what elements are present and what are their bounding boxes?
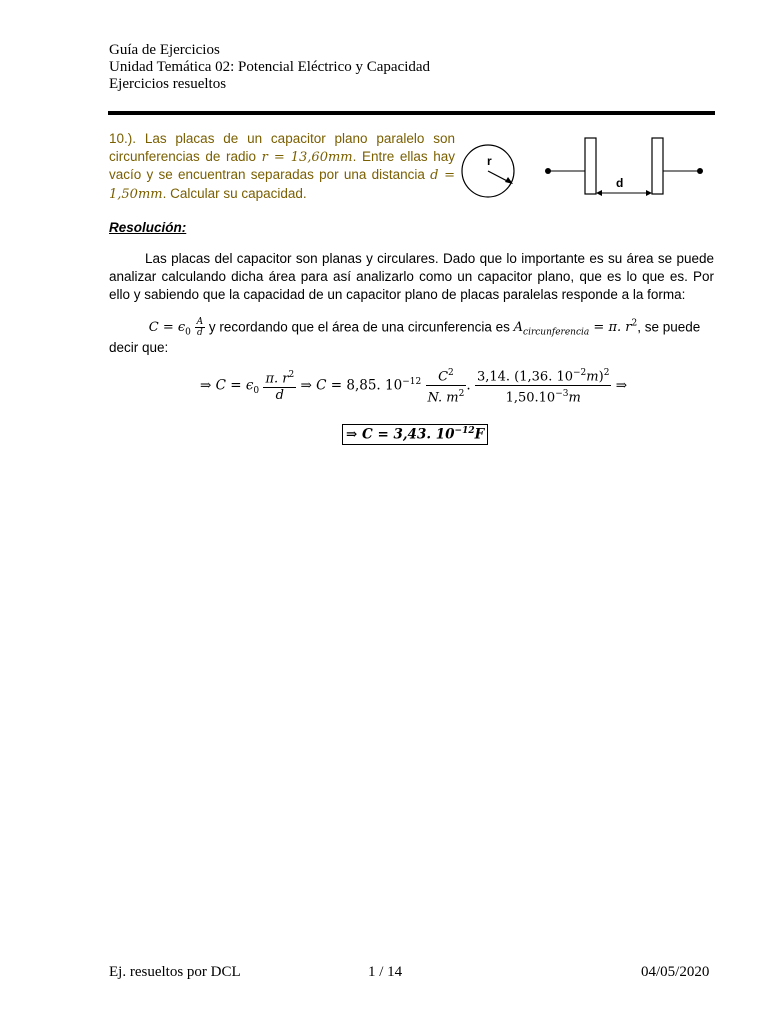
area-numerator: 3,14. (1,36. 10 [476,369,574,385]
result-exponent: −12 [454,426,475,436]
left-plate [585,138,596,194]
problem-statement [109,130,455,203]
result-box [342,424,488,445]
circle-area-formula: $A_{circunferencia} = \pi$. $r^2$ [513,319,638,338]
radius-value: r = 13,60mm [261,149,353,165]
footer-page-number: 1 / 14 [368,964,403,980]
resolution-heading: Resolución: [109,220,187,235]
footer-author: Ej. resueltos por DCL [109,964,241,980]
capacitance-formula: $C = \epsilon_0$ [148,320,191,338]
area-distance-fraction: $\frac{3,14. (1,36. 10^{-2}m)^2}{1,50.10^{-3}m}$ [476,368,610,406]
problem-text-2: . Entre ellas hay vacío y se encuentran separadas por una distancia [109,148,455,182]
footer-date: 04/05/2020 [641,964,710,980]
epsilon-exponent: −12 [402,376,422,387]
result-unit: F [474,426,485,443]
formula-line [109,314,714,343]
resolution-paragraph-text: Las placas del capacitor son planas y circulares. Dado que lo importante es su área se puede analizar calculando dicha área para así analizarlo como un capacitor plano, que es lo que es. Por ello y sabiendo que la capacidad de un capacitor plano de placas paralelas responde a la forma: [109,251,714,302]
page-header [109,42,430,93]
distance-value: d = 1,50mm [109,168,455,202]
formula-text-2: , se puede [637,319,701,335]
radius-label: r [487,154,492,168]
right-terminal [697,168,703,174]
distance-denominator: 1,50.10 [505,390,556,406]
problem-text-1: 10.). Las placas de un capacitor plano paralelo son circunferencias de radio [109,131,455,164]
right-plate [652,138,663,194]
distance-arrow-left [596,190,602,196]
problem-text-3: . Calcular su capacidad. [162,185,307,201]
main-equation: ⇒ $C = \epsilon_0$ $\frac{\pi. r^2}{d}$ ⇒ C = 8,85. $10^{-12}$ $\frac{C^2}{N. m^2}$ . $\frac{3,14. (1,36. 10^{-2}m)^2}{1,50.10^{-3}m}$ ⇒ [200,365,627,407]
result-value: ⇒ C = 3,43. 10 [346,426,455,443]
epsilon-units: $\frac{C^2}{N. m^2}$ [427,368,465,406]
area-numerator-exp: −2 [573,368,587,378]
epsilon-value: 8,85. 10 [346,377,403,394]
header-divider [108,111,715,115]
distance-label: d [616,176,624,190]
resolution-paragraph [109,250,714,304]
formula-text-3: decir que: [109,340,169,355]
pi-r2-over-d: $\frac{\pi. r^2}{d}$ [265,370,295,404]
distance-arrow-right [646,190,652,196]
header-guide-title: Guía de Ejercicios [109,42,220,58]
capacitor-diagram [460,130,720,210]
header-subtitle: Ejercicios resueltos [109,76,227,92]
area-over-distance: $\frac{A}{d}$ [196,317,204,339]
formula-text-1: y recordando que el área de una circunferencia es [208,319,510,335]
distance-denominator-exp: −3 [555,389,569,400]
header-unit-title: Unidad Temática 02: Potencial Eléctrico y Capacidad [109,59,431,75]
